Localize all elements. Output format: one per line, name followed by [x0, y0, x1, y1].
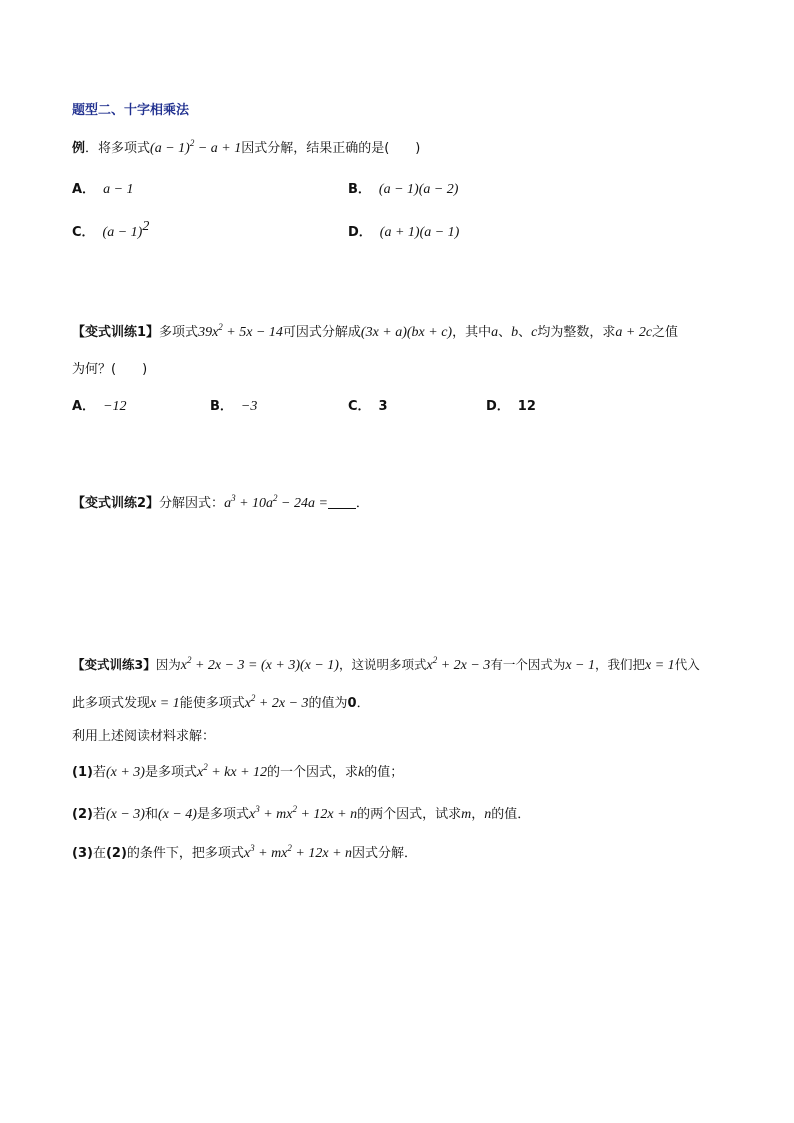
- variant3-part2: (2)若(x − 3)和(x − 4)是多项式$x^3 + mx^2 + 12x + n$的两个因式，试求m，n的值．: [72, 804, 531, 822]
- variant2-question: 【变式训练2】分解因式：$a^3 + 10a^2 - 24a$ = ．: [72, 493, 369, 511]
- example-option-c[interactable]: C． $(a - 1)^2$: [72, 219, 150, 240]
- example-suffix: 因式分解，结果正确的是( ): [241, 141, 421, 156]
- example-prefix: ．将多项式: [85, 141, 151, 156]
- answer-blank[interactable]: [328, 496, 356, 509]
- variant1-option-b[interactable]: B． −3: [210, 399, 258, 414]
- variant1-option-d[interactable]: D． 12: [486, 399, 536, 414]
- section-title: 题型二、十字相乘法: [72, 103, 190, 118]
- variant1-question-line2: 为何？( ): [72, 362, 148, 377]
- example-question: [72, 140, 420, 158]
- example-option-d[interactable]: D． (a + 1)(a − 1): [348, 225, 460, 240]
- variant1-option-c[interactable]: C． 3: [348, 399, 388, 414]
- variant3-part3: (3)在(2)的条件下，把多项式$x^3 + mx^2 + 12x + n$因式分解．: [72, 843, 418, 861]
- variant3-part1: (1)若(x + 3)是多项式$x^2$ + kx + 12的一个因式，求k的值；: [72, 762, 404, 780]
- variant3-intro-line2: 此多项式发现x = 1能使多项式$x^2 + 2x - 3$的值为0．: [72, 693, 370, 711]
- example-option-a[interactable]: A． a − 1: [72, 182, 134, 197]
- variant3-intro-line1: 【变式训练3】因为$x^2 + 2x - 3 = (x + 3)(x - 1)$，这说明多项式$x^2 + 2x - 3$有一个因式为x − 1，我们把x = 1代入: [72, 655, 700, 673]
- variant1-tag: 【变式训练1】: [72, 325, 160, 340]
- variant2-tag: 【变式训练2】: [72, 496, 160, 511]
- variant3-instruction: 利用上述阅读材料求解：: [72, 729, 216, 744]
- variant3-tag: 【变式训练3】: [72, 657, 156, 672]
- variant1-question: 【变式训练1】多项式$39x^2 + 5x - 14$可因式分解成(3x + a)(bx + c)，其中a、b、c均为整数，求a + 2c之值: [72, 322, 679, 340]
- variant1-option-a[interactable]: A． −12: [72, 399, 127, 414]
- example-label: 例: [72, 141, 86, 156]
- example-option-b[interactable]: B． (a − 1)(a − 2): [348, 182, 459, 197]
- example-expression: $(a - 1)^2 - a + 1$: [150, 138, 242, 156]
